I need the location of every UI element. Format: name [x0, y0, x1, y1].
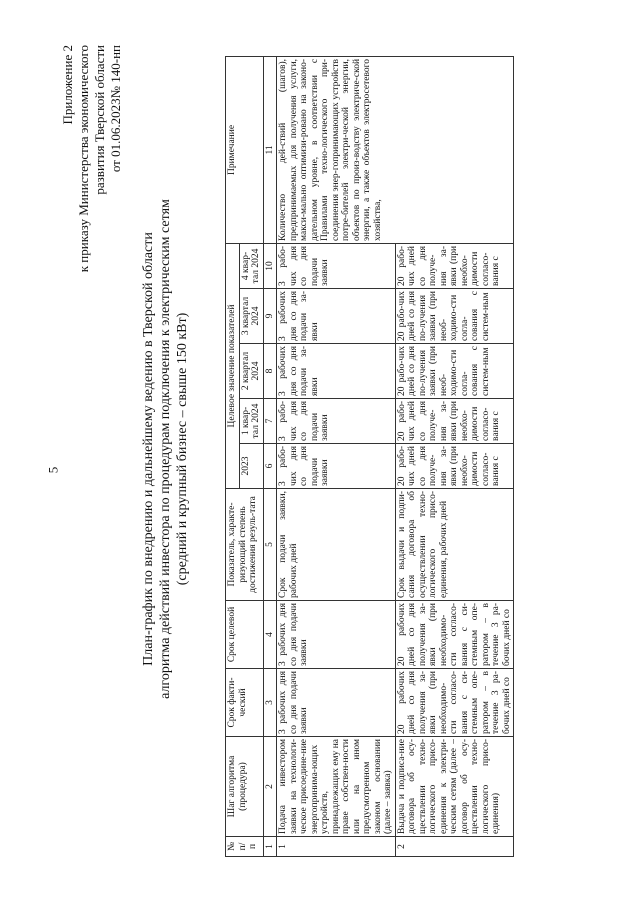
- schedule-table: [225, 56, 514, 857]
- header-actual: Срок факти-ческий: [226, 669, 264, 737]
- title-line: План-график по внедрению и дальнейшему ведению в Тверской области: [141, 232, 156, 666]
- colnum: 2: [263, 737, 277, 837]
- actual-cell: 20 рабочих дней со дня получения за-явки (при необходимо-сти согласо-вания с си-стемным опе-ратором – в течение 3 ра-бочих дней со: [395, 669, 514, 737]
- row-number: 2: [395, 837, 514, 857]
- header-q4: 4 квар-тал 2024: [239, 243, 263, 288]
- header-2023: 2023: [239, 444, 263, 489]
- appendix-line: от 01.06.2023№ 140-нп: [108, 45, 123, 173]
- appendix-line: развития Тверской области: [92, 45, 107, 195]
- colnum: 4: [263, 601, 277, 669]
- header-q3: 3 квартал 2024: [239, 289, 263, 344]
- colnum: 6: [263, 444, 277, 489]
- appendix-header: [60, 45, 124, 272]
- step-cell: Подача инвестором заявки на технологи-ческое присоедине-ние энергопринима-ющих устройств, принадлежащих ему на праве собствен-ности или на ином предусмотренном законом основании (далее – заявка): [277, 737, 396, 837]
- column-number-row: [263, 56, 277, 856]
- value-q3-cell: 3 рабочих дня со дня подачи за-явки: [277, 289, 396, 344]
- colnum: 10: [263, 243, 277, 288]
- table-row: [277, 56, 396, 856]
- value-q2-cell: 20 рабо-чих дней со дня по-лучения заявки (при необ-ходимо-сти согла-сования с систем-ным: [395, 344, 514, 399]
- title-line: алгоритма действий инвестора по процедурам подключения к электрическим сетям: [158, 199, 173, 699]
- step-cell: Выдача и подписа-ние договора об осу-ществлении техно-логического присо-единения к электри-ческим сетям (далее – договор об осу-ществлении техно-логического присо-единения): [395, 737, 514, 837]
- page-number: 5: [45, 466, 61, 474]
- value-q1-cell: 20 рабо-чих дней со дня получе-ния за-явки (при необхо-димости согласо-вания с: [395, 399, 514, 444]
- colnum: 8: [263, 344, 277, 399]
- value-q2-cell: 3 рабочих дня со дня подачи за-явки: [277, 344, 396, 399]
- appendix-line: Приложение 2: [60, 45, 75, 125]
- indicator-cell: Срок выдачи и подпи-сания договора об осуществлении техно-логического присо-единения, рабочих дней: [395, 489, 514, 601]
- colnum: 11: [263, 56, 277, 243]
- header-target-value: Целевое значение показателей: [226, 243, 240, 488]
- header-target: Срок целевой: [226, 601, 264, 669]
- header-q2: 2 квартал 2024: [239, 344, 263, 399]
- actual-cell: 3 рабочих дня со дня подачи заявки: [277, 669, 396, 737]
- header-step: Шаг алгоритма (процедура): [226, 737, 264, 837]
- title-line: (средний и крупный бизнес – свыше 150 кВт): [175, 312, 190, 586]
- colnum: 7: [263, 399, 277, 444]
- value-q4-cell: 3 рабо-чих дня со дня подачи заявки: [277, 243, 396, 288]
- value-2023-cell: 20 рабо-чих дней со дня получе-ния за-явки (при необхо-димости согласо-вания с: [395, 444, 514, 489]
- target-cell: 3 рабочих дня со дня подачи заявки: [277, 601, 396, 669]
- header-indicator: Показатель, характе-ризующий степень достижения резуль-тата: [226, 489, 264, 601]
- colnum: 3: [263, 669, 277, 737]
- document-title: [140, 149, 191, 749]
- header-no: № п/ п: [226, 837, 264, 857]
- header-q1: 1 квар-тал 2024: [239, 399, 263, 444]
- target-cell: 20 рабочих дней со дня получения за-явки (при необходимо-сти согласо-вания с си-стемным опе-ратором – в течение 3 ра-бочих дней со: [395, 601, 514, 669]
- colnum: 1: [263, 837, 277, 857]
- value-2023-cell: 3 рабо-чих дня со дня подачи заявки: [277, 444, 396, 489]
- value-q4-cell: 20 рабо-чих дней со дня получе-ния за-явки (при необхо-димости согласо-вания с: [395, 243, 514, 288]
- value-q3-cell: 20 рабо-чих дней со дня по-лучения заявки (при необ-ходимо-сти согла-сования с систем-ным: [395, 289, 514, 344]
- colnum: 5: [263, 489, 277, 601]
- note-cell: Количество дей-ствий (шагов), предпринимаемых для получения услуги, макси-мально оптимизи-ровано на законо-дательном уровне, в соответствии с Правилами техно-логического при-соединения энер-гопринимающих устройств потре-бителей электри-ческой энергии, объектов по произ-водству электриче-ской энергии, а также объектов электросетевого хозяйства,: [277, 56, 514, 243]
- header-note: Примечание: [226, 56, 264, 243]
- value-q1-cell: 3 рабо-чих дня со дня подачи заявки: [277, 399, 396, 444]
- row-number: 1: [277, 837, 396, 857]
- indicator-cell: Срок подачи заявки, рабочих дней: [277, 489, 396, 601]
- appendix-line: к приказу Министерства экономического: [76, 45, 91, 273]
- colnum: 9: [263, 289, 277, 344]
- header-row: [226, 56, 240, 856]
